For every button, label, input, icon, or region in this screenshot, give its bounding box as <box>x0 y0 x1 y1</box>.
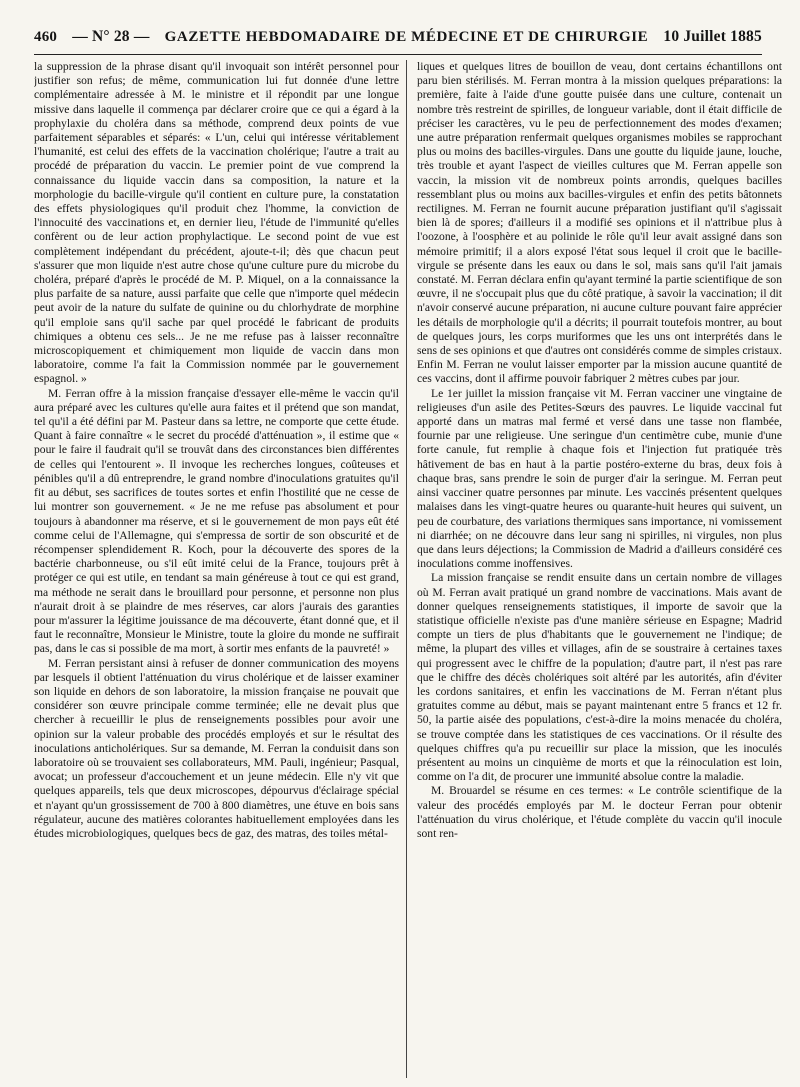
column-divider <box>406 60 407 1078</box>
paragraph: M. Brouardel se résume en ces termes: « Le contrôle scientifique de la valeur des procédés employés par M. le docteur Ferran pour obtenir l'atténuation du virus cholérique, et l'étude complète du vaccin qu'il inocule sont ren- <box>417 784 782 840</box>
paragraph: M. Ferran persistant ainsi à refuser de donner communication des moyens par lesquels il obtient l'atténuation du virus cholérique et de laisser examiner son liquide en dehors de son laboratoire, la mission française ne pouvait que considérer son œuvre principale comme terminée; elle ne devait plus que chercher à recueillir le plus de renseignements possibles pour avoir une opinion sur la valeur probable des procédés employés et sur le résultat des inoculations anticholériques. Sur sa demande, M. Ferran la conduisit dans son laboratoire où se trouvaient ses collaborateurs, MM. Pauli, ingénieur; Pasqual, avocat; un professeur d'accouchement et un jeune médecin. Elle n'y vit que quelques appareils, tels que deux microscopes, dépourvus d'éclairage spécial et n'ayant qu'un grossissement de 700 à 800 diamètres, une étuve en bois sans régulateur, aucune des matières colorantes habituellement employées dans les études microbiologiques, quelques becs de gaz, des matras, des toiles métal- <box>34 656 399 840</box>
issue-number: — N° 28 — <box>72 28 150 45</box>
paragraph: M. Ferran offre à la mission française d'essayer elle-même le vaccin qu'il aura préparé avec les cultures qu'elle aura faites et il prétend que son mandat, tel qu'il a été défini par M. Pasteur dans sa lettre, ne comporte que cette étude. Quant à faire connaître « le secret du procédé d'atténuation », il estime que « pour le faire il faudrait qu'il se trouvât dans des circonstances bien différentes de celles qui l'entourent ». Il invoque les recherches longues, coûteuses et pénibles qu'il a dû entreprendre, le grand nombre d'inoculations gratuites qu'il fit au début, ses sacrifices de toutes sortes et enfin l'hostilité que ne cesse de lui montrer son gouvernement. « Je ne me refuse pas absolument et pour toujours à abandonner ma réserve, et si le gouvernement de mon pays eût été comme celui de l'Allemagne, qui s'empressa de sortir de son obscurité et de récompenser splendidement R. Koch, pour la découverte des spores de la bactérie charbonneuse, ou s'il eût imité celui de la France, toujours prêt à protéger ce qui est utile, en tendant sa main généreuse à tout ce qui est grand, ma méthode ne serait dans le brouillard pour personne, et personne non plus n'aurait droit à se plaindre de mes réserves, car alors j'aurais des garanties pour m'assurer la légitime jouissance de ma découverte, étant donné que, et il faut le reconnaître, Monsieur le Ministre, toute la gloire du monde ne suffirait pas, dans le cas si possible de ma mort, à sortir mes enfants de la pauvreté! » <box>34 386 399 656</box>
paragraph: La mission française se rendit ensuite dans un certain nombre de villages où M. Ferran avait pratiqué un grand nombre de vaccinations. Mais avant de donner quelques renseignements statistiques, il importe de savoir que la statistique officielle n'existe pas d'une manière sérieuse en Espagne; Madrid compte un tiers de plus d'habitants que le gouvernement ne l'indique; de même, la plupart des villes et villages, afin de se soustraire à certaines taxes qui progressent avec le chiffre de la population; d'autre part, il n'est pas rare que le chiffre des décès cholériques soit altéré par les autorités, afin d'éviter les cordons sanitaires, et enfin les vaccinations de M. Ferran n'étant plus gratuites comme au début, mais se payant maintenant entre 5 francs et 12 fr. 50, la partie aisée des populations, c'est-à-dire la moins menacée du choléra, se trouve comptée dans les statistiques de ces vaccinations. Or il résulte des quelques chiffres qu'a pu recueillir sur place la mission, que les inoculés présentent au moins un cinquième de morts et que la réinoculation est loin, comme on l'a dit, de procurer une immunité absolue contre la maladie. <box>417 571 782 784</box>
page-number: 460 <box>34 29 58 45</box>
left-column <box>34 60 399 1078</box>
paragraph: liques et quelques litres de bouillon de veau, dont certains échantillons ont paru bien stérilisés. M. Ferran montra à la mission quelques préparations: la première, faite à l'aide d'une goutte puisée dans une culture, contenait un nombre très restreint de spirilles, de longueur variable, dont il était difficile de préciser les caractères, vu le peu de perfectionnement des modes d'examen; une autre préparation renfermait quelques organismes mobiles se rapprochant plus ou moins des bacilles-virgules. Dans une goutte du liquide jaune, louche, très trouble et ayant l'aspect de vieilles cultures que M. Ferran appelle son vaccin, la mission vit de nombreux points arrondis, quelques bacilles ressemblant plus ou moins aux bacilles-virgules et enfin des petits bâtonnets rectilignes. M. Ferran ne fournit aucune préparation justifiant qu'il s'agissait bien là de spores; d'ailleurs il a modifié ses opinions et il n'attribue plus à l'oozone, à l'oosphère et au polinide le rôle qu'il leur avait assigné dans son mémoire primitif; il a alors exposé l'état sous lequel il croit que le bacille-virgule se présente dans les eaux ou dans le sol, mais sans qu'il l'ait jamais constaté. M. Ferran déclara enfin qu'ayant terminé la partie scientifique de son œuvre, il ne s'occupait plus que du côté pratique, à savoir la vaccination; il dit n'avoir conservé aucune préparation, ni aucune culture pouvant faire apprécier les détails de morphologie qu'il a décrits; il pourrait toutefois montrer, au bout de quelques jours, les corps muriformes que les uns ont interprétés dans le sens de ses opinions et que d'autres ont considérés comme de simples cristaux. Enfin M. Ferran ne voulut laisser emporter par la mission aucune quantité de ces vaccins, dont il affirme pouvoir fabriquer 2 mètres cubes par jour. <box>417 60 782 386</box>
paragraph: Le 1er juillet la mission française vit M. Ferran vacciner une vingtaine de religieuses d'un asile des Petites-Sœurs des pauvres. Le liquide vaccinal fut apporté dans un matras mal fermé et versé dans une tasse non flambée, fournie par une religieuse. Une seringue d'un centimètre cube, munie d'une forte canule, fut remplie à chaque fois et l'injection fut pratiquée très hâtivement de bas en haut à la partie postéro-externe du bras, deux fois à chaque bras, sans prendre le soin de purger d'air la seringue. M. Ferran peut ainsi vacciner quatre personnes par minute. Les vaccinés présentent quelques malaises dans les vingt-quatre heures ou quarante-huit heures qui suivent, un peu de courbature, des variations thermiques sans importance, ni vomissement ni diarrhée; on ne découvre dans leur sang ni spirilles, ni virgules, non plus que dans leurs déjections; la Commission de Madrid a d'ailleurs considéré ces inoculations comme inoffensives. <box>417 386 782 571</box>
page-header <box>34 28 762 55</box>
journal-title: GAZETTE HEBDOMADAIRE DE MÉDECINE ET DE CHIRURGIE <box>164 29 649 45</box>
paragraph: la suppression de la phrase disant qu'il invoquait son intérêt personnel pour justifier son refus; de même, communication lui fut donnée d'une lettre complémentaire adressée à M. le ministre et il répondit par une longue missive dans laquelle il commença par déclarer croire que ce qui a égard à la prophylaxie du choléra dans sa méthode, comprend deux points de vue parfaitement séparables et séparés: « L'un, celui qui intéresse véritablement l'humanité, est celui des effets de la vaccination cholérique; l'autre a trait au procédé de préparation du vaccin. Le premier point de vue comprend la connaissance du liquide vaccin dans sa composition, la nature et la morphologie du bacille-virgule qu'il contient en culture pure, la constatation des effets physiologiques qu'il produit chez l'homme, la conviction de l'innocuité des vaccinations et, en dernier lieu, l'étude de l'immunité qu'elles confèrent ou de leur action prophylactique. Le second point de vue est complètement indépendant du précédent, ajoute-t-il; dès que chacun peut s'assurer que mon liquide n'est autre chose qu'une culture pure du microbe du choléra, préparé d'après le procédé de M. P. Miquel, on a la connaissance la plus parfaite de sa nature, aussi parfaite que celle que n'importe quel médecin peut avoir de la nature du sulfate de quinine ou du chlorhydrate de morphine qu'il emploie sans qu'il sache par quel procédé le fabricant de produits chimiques a obtenu ces sels... Je ne me refuse pas à laisser reconnaître microscopiquement et chimiquement mon liquide de vaccin dans mon laboratoire, comme l'a fait la Commission nommée par le gouvernement espagnol. » <box>34 60 399 386</box>
issue-date: 10 Juillet 1885 <box>663 28 762 45</box>
right-column <box>417 60 782 1078</box>
